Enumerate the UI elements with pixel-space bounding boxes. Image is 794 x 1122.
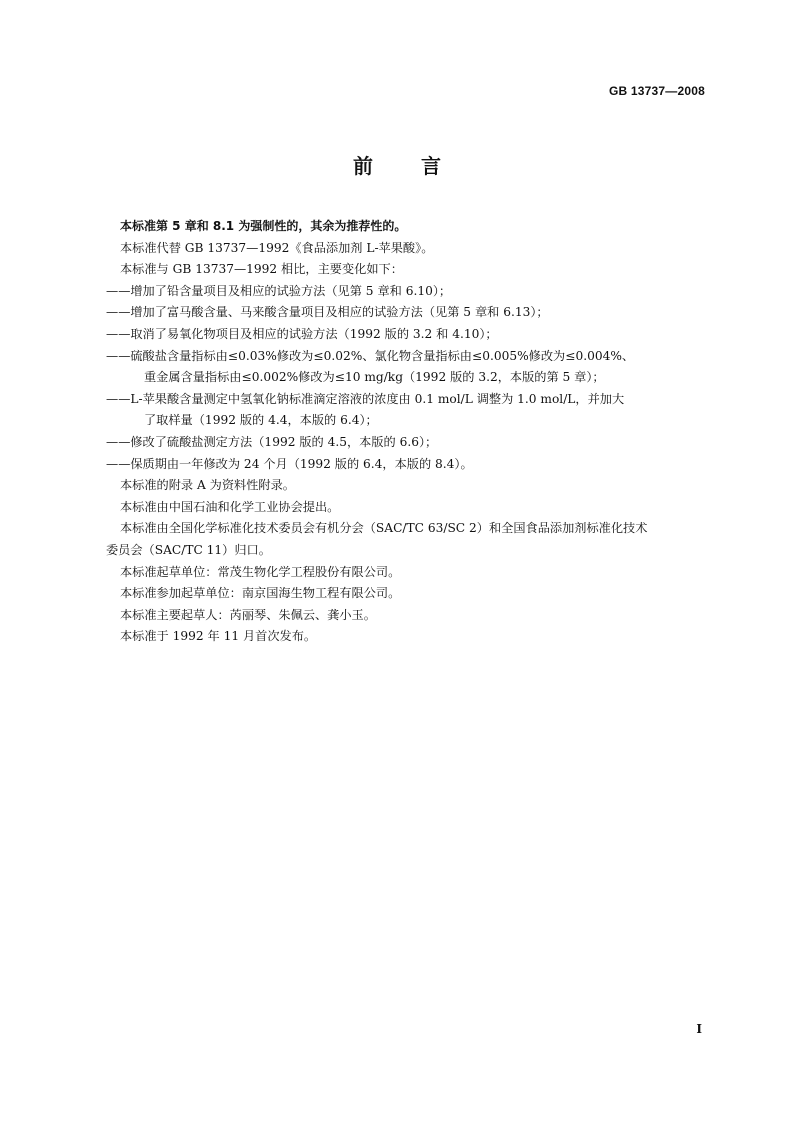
paragraph-proposed-by: 本标准由中国石油和化学工业协会提出。 [120, 499, 340, 514]
foreword-body [106, 216, 708, 648]
change-item-sulfate-method: ——修改了硫酸盐测定方法（1992 版的 4.5，本版的 6.6）； [106, 434, 438, 449]
change-item-titration-line1: ——L-苹果酸含量测定中氢氧化钠标准滴定溶液的浓度由 0.1 mol/L 调整为 1.0 mol/L，并加大 [106, 391, 625, 406]
paragraph-annex: 本标准的附录 A 为资料性附录。 [120, 478, 295, 493]
section-title [0, 150, 794, 179]
change-item-fumaric-maleic: ——增加了富马酸含量、马来酸含量项目及相应的试验方法（见第 5 章和 6.13）； [106, 305, 549, 320]
paragraph-mandatory-clauses: 本标准第 5 章和 8.1 为强制性的，其余为推荐性的。 [120, 219, 407, 233]
page-number: I [696, 1022, 702, 1036]
paragraph-drafting-unit: 本标准起草单位：常茂生物化学工程股份有限公司。 [120, 564, 401, 579]
paragraph-replaces: 本标准代替 GB 13737—1992《食品添加剂 L-苹果酸》。 [120, 240, 434, 255]
change-item-limits-line1: ——硫酸盐含量指标由≤0.03%修改为≤0.02%、氯化物含量指标由≤0.005%修改为≤0.004%、 [106, 348, 635, 363]
standard-code: GB 13737—2008 [609, 84, 705, 98]
change-item-shelf-life: ——保质期由一年修改为 24 个月（1992 版的 6.4，本版的 8.4）。 [106, 456, 473, 471]
change-item-oxidizable: ——取消了易氧化物项目及相应的试验方法（1992 版的 3.2 和 4.10）； [106, 326, 498, 341]
paragraph-changes-intro: 本标准与 GB 13737—1992 相比，主要变化如下： [120, 262, 403, 277]
change-item-lead: ——增加了铅含量项目及相应的试验方法（见第 5 章和 6.10）； [106, 283, 452, 298]
title-char-2: 言 [421, 154, 441, 178]
title-char-1: 前 [353, 154, 373, 178]
paragraph-first-issued: 本标准于 1992 年 11 月首次发布。 [120, 629, 317, 644]
paragraph-drafters: 本标准主要起草人：芮丽琴、朱佩云、龚小玉。 [120, 607, 376, 622]
paragraph-centralized-line1: 本标准由全国化学标准化技术委员会有机分会（SAC/TC 63/SC 2）和全国食品添加剂标准化技术 [120, 521, 648, 536]
paragraph-participating-unit: 本标准参加起草单位：南京国海生物工程有限公司。 [120, 586, 401, 601]
change-item-titration-line2: 了取样量（1992 版的 4.4，本版的 6.4）； [144, 413, 378, 428]
change-item-limits-line2: 重金属含量指标由≤0.002%修改为≤10 mg/kg（1992 版的 3.2，本版的第 5 章）； [144, 370, 605, 385]
paragraph-centralized-line2: 委员会（SAC/TC 11）归口。 [106, 542, 271, 557]
